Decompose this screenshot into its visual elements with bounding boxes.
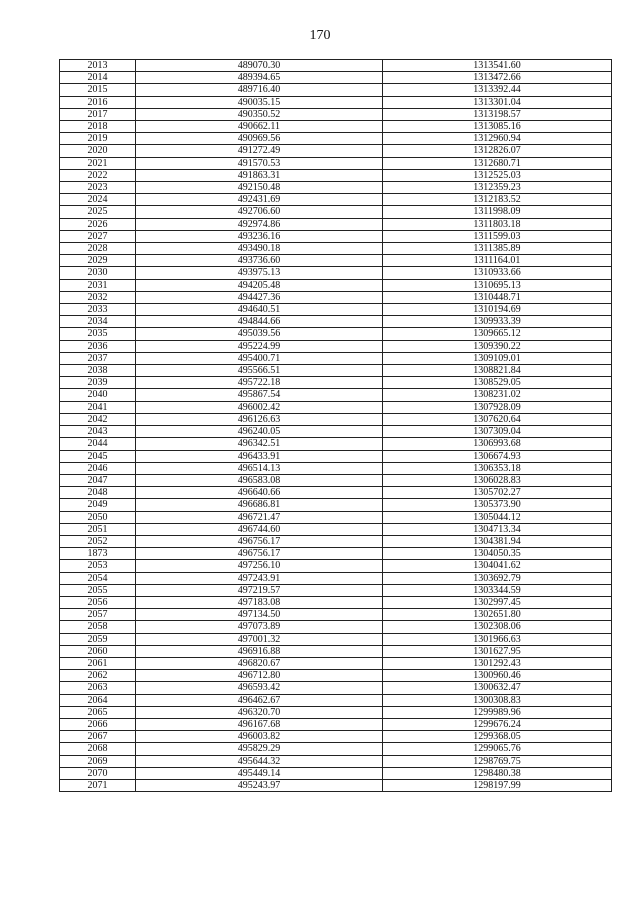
point-number-cell: 2068 [60, 743, 136, 755]
x-coordinate-cell: 496712.80 [136, 670, 383, 682]
y-coordinate-cell: 1298769.75 [383, 755, 612, 767]
point-number-cell: 2053 [60, 560, 136, 572]
table-row [60, 609, 612, 621]
coordinates-table-body [60, 60, 612, 792]
x-coordinate-cell: 492974.86 [136, 218, 383, 230]
x-coordinate-cell: 495449.14 [136, 767, 383, 779]
y-coordinate-cell: 1304050.35 [383, 548, 612, 560]
point-number-cell: 2016 [60, 96, 136, 108]
x-coordinate-cell: 496003.82 [136, 731, 383, 743]
y-coordinate-cell: 1311385.89 [383, 243, 612, 255]
point-number-cell: 2022 [60, 169, 136, 181]
point-number-cell: 2069 [60, 755, 136, 767]
table-row [60, 267, 612, 279]
point-number-cell: 2023 [60, 182, 136, 194]
x-coordinate-cell: 496916.88 [136, 645, 383, 657]
table-row [60, 499, 612, 511]
point-number-cell: 2062 [60, 670, 136, 682]
y-coordinate-cell: 1311164.01 [383, 255, 612, 267]
x-coordinate-cell: 497183.08 [136, 596, 383, 608]
y-coordinate-cell: 1299368.05 [383, 731, 612, 743]
y-coordinate-cell: 1299989.96 [383, 706, 612, 718]
x-coordinate-cell: 496756.17 [136, 535, 383, 547]
x-coordinate-cell: 490662.11 [136, 121, 383, 133]
y-coordinate-cell: 1313198.57 [383, 108, 612, 120]
x-coordinate-cell: 496002.42 [136, 401, 383, 413]
x-coordinate-cell: 493736.60 [136, 255, 383, 267]
x-coordinate-cell: 491570.53 [136, 157, 383, 169]
x-coordinate-cell: 493236.16 [136, 230, 383, 242]
table-row [60, 377, 612, 389]
table-row [60, 706, 612, 718]
x-coordinate-cell: 496744.60 [136, 523, 383, 535]
point-number-cell: 2058 [60, 621, 136, 633]
table-row [60, 560, 612, 572]
point-number-cell: 2050 [60, 511, 136, 523]
point-number-cell: 2054 [60, 572, 136, 584]
x-coordinate-cell: 492150.48 [136, 182, 383, 194]
table-row [60, 438, 612, 450]
table-row [60, 328, 612, 340]
table-row [60, 157, 612, 169]
y-coordinate-cell: 1310194.69 [383, 304, 612, 316]
table-row [60, 584, 612, 596]
y-coordinate-cell: 1299676.24 [383, 718, 612, 730]
point-number-cell: 2067 [60, 731, 136, 743]
y-coordinate-cell: 1312680.71 [383, 157, 612, 169]
table-row [60, 633, 612, 645]
point-number-cell: 2039 [60, 377, 136, 389]
table-row [60, 511, 612, 523]
x-coordinate-cell: 497073.89 [136, 621, 383, 633]
table-row [60, 779, 612, 791]
y-coordinate-cell: 1303344.59 [383, 584, 612, 596]
point-number-cell: 2024 [60, 194, 136, 206]
table-row [60, 182, 612, 194]
point-number-cell: 2036 [60, 340, 136, 352]
y-coordinate-cell: 1300308.83 [383, 694, 612, 706]
y-coordinate-cell: 1308821.84 [383, 365, 612, 377]
point-number-cell: 2057 [60, 609, 136, 621]
y-coordinate-cell: 1311998.09 [383, 206, 612, 218]
table-row [60, 340, 612, 352]
point-number-cell: 2048 [60, 487, 136, 499]
y-coordinate-cell: 1308529.05 [383, 377, 612, 389]
table-row [60, 413, 612, 425]
point-number-cell: 2059 [60, 633, 136, 645]
table-row [60, 96, 612, 108]
table-row [60, 755, 612, 767]
x-coordinate-cell: 496433.91 [136, 450, 383, 462]
x-coordinate-cell: 494640.51 [136, 304, 383, 316]
point-number-cell: 2037 [60, 352, 136, 364]
table-row [60, 108, 612, 120]
point-number-cell: 2026 [60, 218, 136, 230]
y-coordinate-cell: 1305044.12 [383, 511, 612, 523]
point-number-cell: 2056 [60, 596, 136, 608]
x-coordinate-cell: 496167.68 [136, 718, 383, 730]
y-coordinate-cell: 1305373.90 [383, 499, 612, 511]
point-number-cell: 2019 [60, 133, 136, 145]
point-number-cell: 2035 [60, 328, 136, 340]
x-coordinate-cell: 496342.51 [136, 438, 383, 450]
point-number-cell: 2070 [60, 767, 136, 779]
table-row [60, 401, 612, 413]
point-number-cell: 2052 [60, 535, 136, 547]
y-coordinate-cell: 1309933.39 [383, 316, 612, 328]
point-number-cell: 2030 [60, 267, 136, 279]
point-number-cell: 2040 [60, 389, 136, 401]
point-number-cell: 2017 [60, 108, 136, 120]
y-coordinate-cell: 1312183.52 [383, 194, 612, 206]
point-number-cell: 2065 [60, 706, 136, 718]
point-number-cell: 2031 [60, 279, 136, 291]
y-coordinate-cell: 1307620.64 [383, 413, 612, 425]
table-row [60, 133, 612, 145]
point-number-cell: 2021 [60, 157, 136, 169]
x-coordinate-cell: 495566.51 [136, 365, 383, 377]
x-coordinate-cell: 495644.32 [136, 755, 383, 767]
x-coordinate-cell: 496721.47 [136, 511, 383, 523]
y-coordinate-cell: 1302997.45 [383, 596, 612, 608]
point-number-cell: 2060 [60, 645, 136, 657]
y-coordinate-cell: 1307309.04 [383, 426, 612, 438]
y-coordinate-cell: 1313541.60 [383, 60, 612, 72]
x-coordinate-cell: 497256.10 [136, 560, 383, 572]
table-row [60, 60, 612, 72]
y-coordinate-cell: 1302308.06 [383, 621, 612, 633]
x-coordinate-cell: 491863.31 [136, 169, 383, 181]
x-coordinate-cell: 495400.71 [136, 352, 383, 364]
point-number-cell: 2042 [60, 413, 136, 425]
y-coordinate-cell: 1304041.62 [383, 560, 612, 572]
y-coordinate-cell: 1309390.22 [383, 340, 612, 352]
point-number-cell: 2032 [60, 291, 136, 303]
table-row [60, 72, 612, 84]
x-coordinate-cell: 496126.63 [136, 413, 383, 425]
table-row [60, 523, 612, 535]
y-coordinate-cell: 1312960.94 [383, 133, 612, 145]
point-number-cell: 2028 [60, 243, 136, 255]
y-coordinate-cell: 1308231.02 [383, 389, 612, 401]
y-coordinate-cell: 1298197.99 [383, 779, 612, 791]
x-coordinate-cell: 495722.18 [136, 377, 383, 389]
y-coordinate-cell: 1311803.18 [383, 218, 612, 230]
point-number-cell: 2038 [60, 365, 136, 377]
x-coordinate-cell: 492431.69 [136, 194, 383, 206]
x-coordinate-cell: 495039.56 [136, 328, 383, 340]
table-row [60, 450, 612, 462]
point-number-cell: 2063 [60, 682, 136, 694]
table-row [60, 694, 612, 706]
table-row [60, 645, 612, 657]
point-number-cell: 2041 [60, 401, 136, 413]
x-coordinate-cell: 493490.18 [136, 243, 383, 255]
y-coordinate-cell: 1300960.46 [383, 670, 612, 682]
point-number-cell: 2034 [60, 316, 136, 328]
point-number-cell: 1873 [60, 548, 136, 560]
x-coordinate-cell: 496820.67 [136, 657, 383, 669]
x-coordinate-cell: 493975.13 [136, 267, 383, 279]
x-coordinate-cell: 496320.70 [136, 706, 383, 718]
y-coordinate-cell: 1307928.09 [383, 401, 612, 413]
y-coordinate-cell: 1306353.18 [383, 462, 612, 474]
x-coordinate-cell: 494427.36 [136, 291, 383, 303]
x-coordinate-cell: 495224.99 [136, 340, 383, 352]
x-coordinate-cell: 496756.17 [136, 548, 383, 560]
x-coordinate-cell: 489070.30 [136, 60, 383, 72]
point-number-cell: 2049 [60, 499, 136, 511]
table-row [60, 243, 612, 255]
x-coordinate-cell: 490350.52 [136, 108, 383, 120]
table-row [60, 206, 612, 218]
y-coordinate-cell: 1301292.43 [383, 657, 612, 669]
x-coordinate-cell: 495867.54 [136, 389, 383, 401]
table-row [60, 316, 612, 328]
table-row [60, 731, 612, 743]
point-number-cell: 2055 [60, 584, 136, 596]
x-coordinate-cell: 496583.08 [136, 474, 383, 486]
point-number-cell: 2015 [60, 84, 136, 96]
table-row [60, 743, 612, 755]
y-coordinate-cell: 1310933.66 [383, 267, 612, 279]
page-number: 170 [309, 28, 331, 43]
point-number-cell: 2033 [60, 304, 136, 316]
x-coordinate-cell: 497243.91 [136, 572, 383, 584]
table-row [60, 169, 612, 181]
y-coordinate-cell: 1298480.38 [383, 767, 612, 779]
x-coordinate-cell: 492706.60 [136, 206, 383, 218]
table-row [60, 230, 612, 242]
x-coordinate-cell: 489394.65 [136, 72, 383, 84]
table-row [60, 682, 612, 694]
point-number-cell: 2066 [60, 718, 136, 730]
table-row [60, 657, 612, 669]
point-number-cell: 2071 [60, 779, 136, 791]
y-coordinate-cell: 1300632.47 [383, 682, 612, 694]
y-coordinate-cell: 1301627.95 [383, 645, 612, 657]
point-number-cell: 2013 [60, 60, 136, 72]
point-number-cell: 2020 [60, 145, 136, 157]
table-row [60, 145, 612, 157]
x-coordinate-cell: 490035.15 [136, 96, 383, 108]
x-coordinate-cell: 491272.49 [136, 145, 383, 157]
table-row [60, 121, 612, 133]
y-coordinate-cell: 1301966.63 [383, 633, 612, 645]
table-row [60, 291, 612, 303]
y-coordinate-cell: 1312525.03 [383, 169, 612, 181]
point-number-cell: 2018 [60, 121, 136, 133]
table-row [60, 352, 612, 364]
point-number-cell: 2061 [60, 657, 136, 669]
y-coordinate-cell: 1305702.27 [383, 487, 612, 499]
y-coordinate-cell: 1306674.93 [383, 450, 612, 462]
table-row [60, 548, 612, 560]
table-row [60, 596, 612, 608]
y-coordinate-cell: 1313392.44 [383, 84, 612, 96]
table-row [60, 304, 612, 316]
table-row [60, 474, 612, 486]
y-coordinate-cell: 1311599.03 [383, 230, 612, 242]
point-number-cell: 2046 [60, 462, 136, 474]
x-coordinate-cell: 496640.66 [136, 487, 383, 499]
x-coordinate-cell: 496240.05 [136, 426, 383, 438]
table-row [60, 718, 612, 730]
point-number-cell: 2044 [60, 438, 136, 450]
y-coordinate-cell: 1304381.94 [383, 535, 612, 547]
x-coordinate-cell: 494844.66 [136, 316, 383, 328]
point-number-cell: 2047 [60, 474, 136, 486]
x-coordinate-cell: 496514.13 [136, 462, 383, 474]
x-coordinate-cell: 496686.81 [136, 499, 383, 511]
y-coordinate-cell: 1312826.07 [383, 145, 612, 157]
x-coordinate-cell: 497001.32 [136, 633, 383, 645]
point-number-cell: 2043 [60, 426, 136, 438]
y-coordinate-cell: 1304713.34 [383, 523, 612, 535]
x-coordinate-cell: 497219.57 [136, 584, 383, 596]
table-row [60, 670, 612, 682]
table-row [60, 462, 612, 474]
point-number-cell: 2025 [60, 206, 136, 218]
table-row [60, 255, 612, 267]
table-row [60, 279, 612, 291]
y-coordinate-cell: 1306993.68 [383, 438, 612, 450]
y-coordinate-cell: 1312359.23 [383, 182, 612, 194]
table-row [60, 426, 612, 438]
x-coordinate-cell: 489716.40 [136, 84, 383, 96]
y-coordinate-cell: 1309109.01 [383, 352, 612, 364]
x-coordinate-cell: 494205.48 [136, 279, 383, 291]
y-coordinate-cell: 1310448.71 [383, 291, 612, 303]
table-row [60, 194, 612, 206]
y-coordinate-cell: 1310695.13 [383, 279, 612, 291]
table-row [60, 389, 612, 401]
y-coordinate-cell: 1313301.04 [383, 96, 612, 108]
table-row [60, 535, 612, 547]
y-coordinate-cell: 1302651.80 [383, 609, 612, 621]
y-coordinate-cell: 1306028.83 [383, 474, 612, 486]
x-coordinate-cell: 495243.97 [136, 779, 383, 791]
point-number-cell: 2029 [60, 255, 136, 267]
point-number-cell: 2051 [60, 523, 136, 535]
point-number-cell: 2014 [60, 72, 136, 84]
point-number-cell: 2064 [60, 694, 136, 706]
table-row [60, 572, 612, 584]
y-coordinate-cell: 1313472.66 [383, 72, 612, 84]
table-row [60, 84, 612, 96]
coordinates-table [59, 59, 612, 792]
x-coordinate-cell: 495829.29 [136, 743, 383, 755]
table-row [60, 767, 612, 779]
y-coordinate-cell: 1313085.16 [383, 121, 612, 133]
table-row [60, 621, 612, 633]
point-number-cell: 2027 [60, 230, 136, 242]
y-coordinate-cell: 1303692.79 [383, 572, 612, 584]
y-coordinate-cell: 1309665.12 [383, 328, 612, 340]
x-coordinate-cell: 497134.50 [136, 609, 383, 621]
table-row [60, 487, 612, 499]
y-coordinate-cell: 1299065.76 [383, 743, 612, 755]
table-row [60, 365, 612, 377]
x-coordinate-cell: 490969.56 [136, 133, 383, 145]
x-coordinate-cell: 496462.67 [136, 694, 383, 706]
x-coordinate-cell: 496593.42 [136, 682, 383, 694]
point-number-cell: 2045 [60, 450, 136, 462]
table-row [60, 218, 612, 230]
